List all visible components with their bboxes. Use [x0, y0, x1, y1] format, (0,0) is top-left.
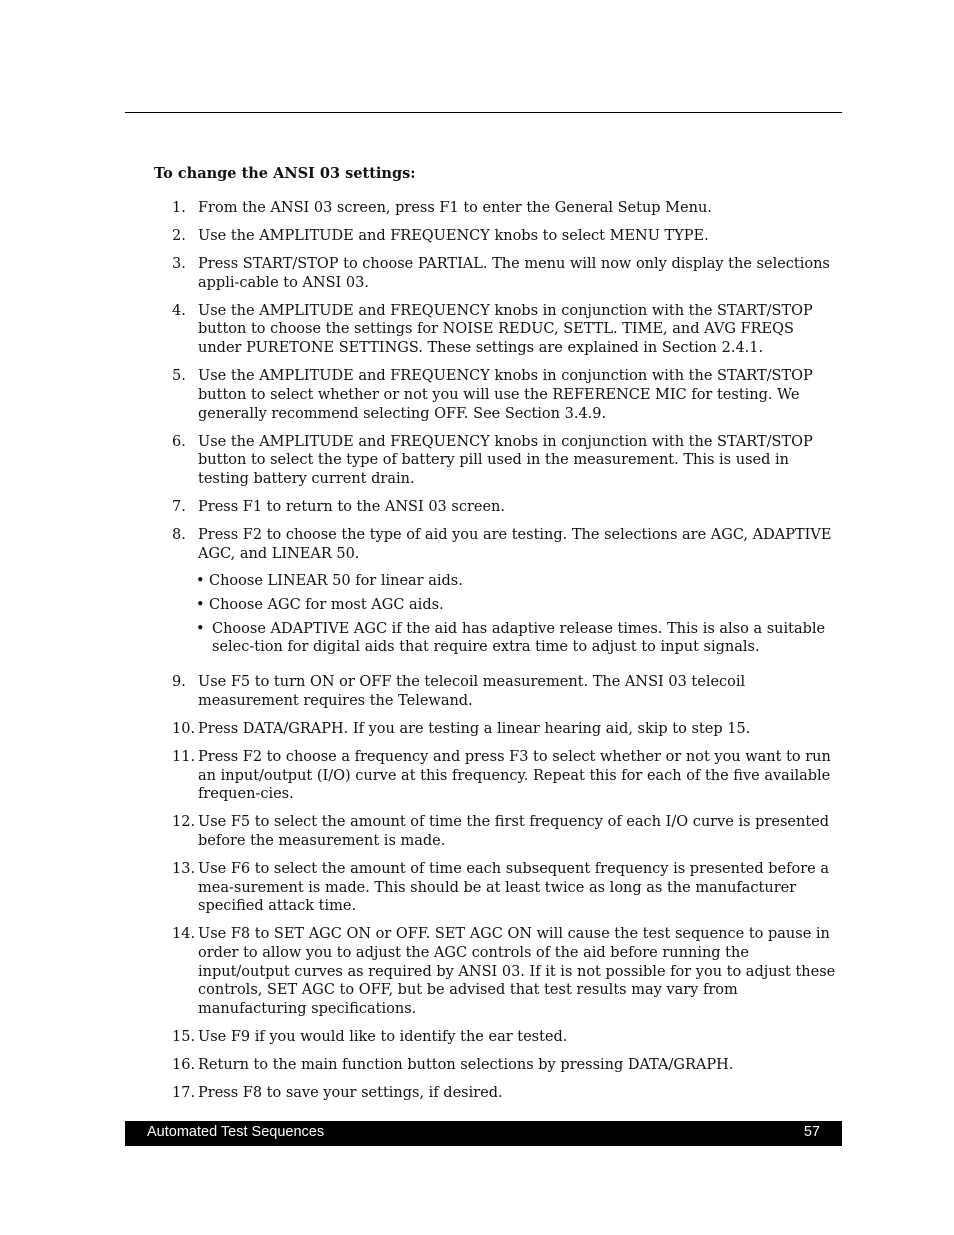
- step-text: Return to the main function button selections by pressing DATA/GRAPH.: [198, 1057, 734, 1074]
- step-number: 17.: [172, 1085, 196, 1102]
- step-text: Use F5 to select the amount of time the first frequency of each I/O curve is presented before the measurement is made.: [198, 814, 830, 849]
- step-number: 7.: [172, 498, 186, 515]
- step-number: 16.: [172, 1057, 196, 1074]
- step-number: 14.: [172, 926, 196, 943]
- step-text: Use the AMPLITUDE and FREQUENCY knobs to select MENU TYPE.: [198, 228, 709, 244]
- step-item: [154, 526, 840, 657]
- step-number: 13.: [172, 860, 196, 877]
- step-number: 6.: [172, 433, 186, 450]
- step-item: [154, 302, 840, 358]
- step-item: [154, 1056, 840, 1075]
- step-number: 3.: [172, 256, 186, 272]
- step-text: Press F1 to return to the ANSI 03 screen.: [198, 498, 505, 515]
- step-number: 5.: [172, 368, 186, 385]
- footer-section-title: Automated Test Sequences: [147, 1124, 325, 1140]
- step-number: 9.: [172, 674, 186, 691]
- step-item: [154, 433, 840, 489]
- step-item: [154, 720, 840, 739]
- step-item: [154, 255, 840, 292]
- footer-bar: [125, 1121, 842, 1146]
- step-number: 10.: [172, 720, 196, 737]
- bullet-mark: •: [196, 573, 205, 590]
- step-item: [154, 498, 840, 517]
- step-item: [154, 748, 840, 804]
- step-text: Use the AMPLITUDE and FREQUENCY knobs in conjunction with the START/STOP button to choose the settings for NOISE REDUC, SETTL. TIME, and AVG FREQS under PURETONE SETTINGS. These settings are explained in Section 2.4.1.: [198, 302, 813, 357]
- step-item: [154, 860, 840, 916]
- step-item: [154, 227, 840, 246]
- page-number: 57: [803, 1124, 820, 1140]
- bullet-item: [196, 572, 840, 591]
- step-text: Use F6 to select the amount of time each subsequent frequency is presented before a mea-surement is made. This should be at least twice as long as the manufacturer specified attack time.: [198, 860, 829, 915]
- step-number: 1.: [172, 200, 186, 216]
- step-item: [154, 199, 840, 218]
- bullet-item: [196, 620, 840, 657]
- step-text: Use the AMPLITUDE and FREQUENCY knobs in conjunction with the START/STOP button to select whether or not you will use the REFERENCE MIC for testing. We generally recommend selecting OFF. See Section 3.4.9.: [198, 368, 813, 422]
- page-content: [154, 165, 840, 1112]
- step-item: [154, 1084, 840, 1103]
- steps-list: [154, 199, 840, 1103]
- bullet-mark: •: [196, 620, 205, 637]
- step-text: Use F9 if you would like to identify the ear tested.: [198, 1029, 568, 1046]
- bullet-mark: •: [196, 597, 205, 614]
- step-text: Press F2 to choose the type of aid you are testing. The selections are AGC, ADAPTIVE AGC, and LINEAR 50.: [198, 526, 832, 562]
- step-text: Use F8 to SET AGC ON or OFF. SET AGC ON will cause the test sequence to pause in order to allow you to adjust the AGC controls of the aid before running the input/output curves as required by ANSI 03. If it is not possible for you to adjust these controls, SET AGC to OFF, but be advised that test results may vary from manufacturing specifications.: [198, 926, 836, 1018]
- step-number: 8.: [172, 526, 186, 543]
- step-text: Use the AMPLITUDE and FREQUENCY knobs in conjunction with the START/STOP button to select the type of battery pill used in the measurement. This is used in testing battery current drain.: [198, 433, 813, 487]
- step-number: 2.: [172, 228, 186, 244]
- step-text: Press START/STOP to choose PARTIAL. The menu will now only display the selections appli-cable to ANSI 03.: [198, 256, 830, 291]
- aid-type-bullets: [196, 572, 840, 657]
- step-number: 12.: [172, 814, 196, 831]
- bullet-item: [196, 596, 840, 615]
- step-item: [154, 673, 840, 710]
- step-item: [154, 813, 840, 850]
- step-text: Use F5 to turn ON or OFF the telecoil measurement. The ANSI 03 telecoil measurement requires the Telewand.: [198, 674, 746, 709]
- section-heading: To change the ANSI 03 settings:: [154, 165, 416, 182]
- step-item: [154, 367, 840, 423]
- step-number: 4.: [172, 302, 186, 319]
- step-number: 15.: [172, 1029, 196, 1046]
- bullet-text: Choose AGC for most AGC aids.: [209, 597, 444, 614]
- step-text: Press F2 to choose a frequency and press F3 to select whether or not you want to run an input/output (I/O) curve at this frequency. Repeat this for each of the five available frequen-cies.: [198, 748, 831, 803]
- header-rule: [125, 112, 842, 113]
- bullet-text: Choose ADAPTIVE AGC if the aid has adaptive release times. This is also a suitable selec-tion for digital aids that require extra time to adjust to input signals.: [212, 620, 826, 656]
- bullet-text: Choose LINEAR 50 for linear aids.: [209, 573, 463, 590]
- step-text: From the ANSI 03 screen, press F1 to enter the General Setup Menu.: [198, 200, 712, 216]
- step-item: [154, 925, 840, 1019]
- step-number: 11.: [172, 748, 196, 765]
- step-item: [154, 1028, 840, 1047]
- step-text: Press F8 to save your settings, if desired.: [198, 1085, 503, 1102]
- step-text: Press DATA/GRAPH. If you are testing a linear hearing aid, skip to step 15.: [198, 720, 751, 737]
